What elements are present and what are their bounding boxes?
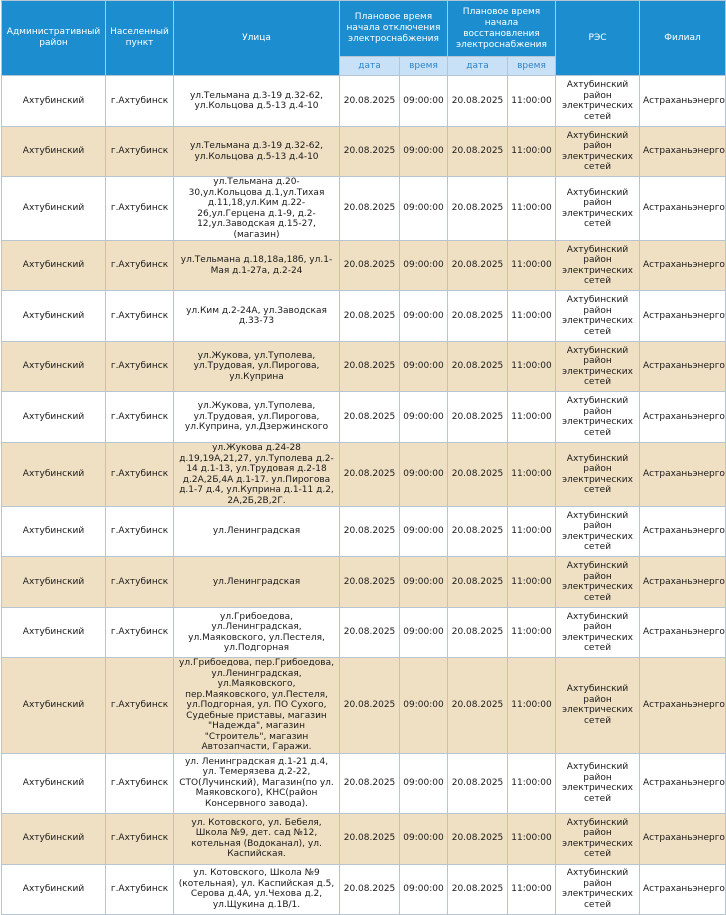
cell-street: ул. Ленинградская д.1-21 д.4, ул. Темерязева д.2-22, СТО(Лучинский), Магазин(по ул. Маяковского), КНС(район Консервного завода). bbox=[174, 753, 340, 813]
cell-off-date: 20.08.2025 bbox=[340, 443, 400, 507]
cell-street: ул.Грибоедова, пер.Грибоедова, ул.Ленинградская, ул.Маяковского, пер.Маяковского, ул.Пестеля, ул.Подгорная, ул. ПО Сухого, Судебные приставы, магазин "Надежда", магазин "Строитель", магазин Автозапчасти, Гаражи. bbox=[174, 658, 340, 754]
cell-off-date: 20.08.2025 bbox=[340, 753, 400, 813]
cell-off-time: 09:00:00 bbox=[400, 392, 448, 443]
cell-res: Ахтубинский район электрических сетей bbox=[556, 76, 640, 127]
subheader-off-time: время bbox=[400, 57, 448, 76]
cell-res: Ахтубинский район электрических сетей bbox=[556, 443, 640, 507]
subheader-on-date: дата bbox=[448, 57, 508, 76]
cell-off-date: 20.08.2025 bbox=[340, 658, 400, 754]
subheader-on-time: время bbox=[508, 57, 556, 76]
cell-branch: Астраханьэнерго bbox=[640, 241, 726, 291]
cell-res: Ахтубинский район электрических сетей bbox=[556, 557, 640, 608]
table-row bbox=[2, 557, 726, 608]
cell-off-time: 09:00:00 bbox=[400, 177, 448, 241]
table-row bbox=[2, 241, 726, 291]
cell-district: Ахтубинский bbox=[2, 443, 106, 507]
cell-off-date: 20.08.2025 bbox=[340, 557, 400, 608]
cell-res: Ахтубинский район электрических сетей bbox=[556, 177, 640, 241]
cell-settlement: г.Ахтубинск bbox=[106, 507, 174, 557]
table-row bbox=[2, 658, 726, 754]
cell-on-date: 20.08.2025 bbox=[448, 608, 508, 658]
table-row bbox=[2, 76, 726, 127]
cell-on-time: 11:00:00 bbox=[508, 127, 556, 177]
cell-branch: Астраханьэнерго bbox=[640, 753, 726, 813]
cell-district: Ахтубинский bbox=[2, 658, 106, 754]
cell-res: Ахтубинский район электрических сетей bbox=[556, 507, 640, 557]
cell-district: Ахтубинский bbox=[2, 507, 106, 557]
cell-on-date: 20.08.2025 bbox=[448, 443, 508, 507]
cell-on-time: 11:00:00 bbox=[508, 76, 556, 127]
cell-settlement: г.Ахтубинск bbox=[106, 76, 174, 127]
cell-on-date: 20.08.2025 bbox=[448, 177, 508, 241]
cell-on-time: 11:00:00 bbox=[508, 443, 556, 507]
cell-district: Ахтубинский bbox=[2, 76, 106, 127]
cell-on-time: 11:00:00 bbox=[508, 658, 556, 754]
cell-district: Ахтубинский bbox=[2, 291, 106, 342]
table-header-row bbox=[2, 1, 726, 57]
cell-res: Ахтубинский район электрических сетей bbox=[556, 127, 640, 177]
cell-off-date: 20.08.2025 bbox=[340, 127, 400, 177]
cell-street: ул.Жукова, ул.Туполева, ул.Трудовая, ул.Пирогова, ул.Куприна, ул.Дзержинского bbox=[174, 392, 340, 443]
header-district: Административный район bbox=[2, 1, 106, 76]
cell-district: Ахтубинский bbox=[2, 608, 106, 658]
cell-off-date: 20.08.2025 bbox=[340, 291, 400, 342]
cell-settlement: г.Ахтубинск bbox=[106, 658, 174, 754]
cell-on-date: 20.08.2025 bbox=[448, 76, 508, 127]
table-row bbox=[2, 392, 726, 443]
cell-street: ул.Тельмана д.3-19 д.32-62, ул.Кольцова д.5-13 д.4-10 bbox=[174, 127, 340, 177]
cell-on-time: 11:00:00 bbox=[508, 608, 556, 658]
cell-off-time: 09:00:00 bbox=[400, 507, 448, 557]
cell-on-time: 11:00:00 bbox=[508, 291, 556, 342]
cell-branch: Астраханьэнерго bbox=[640, 557, 726, 608]
cell-off-date: 20.08.2025 bbox=[340, 813, 400, 864]
cell-branch: Астраханьэнерго bbox=[640, 507, 726, 557]
cell-res: Ахтубинский район электрических сетей bbox=[556, 291, 640, 342]
cell-district: Ахтубинский bbox=[2, 241, 106, 291]
cell-on-time: 11:00:00 bbox=[508, 813, 556, 864]
cell-branch: Астраханьэнерго bbox=[640, 76, 726, 127]
cell-on-time: 11:00:00 bbox=[508, 557, 556, 608]
cell-off-date: 20.08.2025 bbox=[340, 342, 400, 392]
cell-off-time: 09:00:00 bbox=[400, 557, 448, 608]
cell-off-date: 20.08.2025 bbox=[340, 864, 400, 914]
cell-street: ул.Тельмана д.3-19 д.32-62, ул.Кольцова д.5-13 д.4-10 bbox=[174, 76, 340, 127]
cell-on-date: 20.08.2025 bbox=[448, 753, 508, 813]
table-row bbox=[2, 608, 726, 658]
cell-off-date: 20.08.2025 bbox=[340, 507, 400, 557]
cell-street: ул.Тельмана д.18,18а,18б, ул.1-Мая д.1-27а, д.2-24 bbox=[174, 241, 340, 291]
cell-res: Ахтубинский район электрических сетей bbox=[556, 608, 640, 658]
cell-settlement: г.Ахтубинск bbox=[106, 342, 174, 392]
table-row bbox=[2, 443, 726, 507]
cell-on-date: 20.08.2025 bbox=[448, 392, 508, 443]
cell-branch: Астраханьэнерго bbox=[640, 443, 726, 507]
cell-settlement: г.Ахтубинск bbox=[106, 392, 174, 443]
cell-off-date: 20.08.2025 bbox=[340, 241, 400, 291]
cell-on-time: 11:00:00 bbox=[508, 864, 556, 914]
cell-branch: Астраханьэнерго bbox=[640, 127, 726, 177]
cell-district: Ахтубинский bbox=[2, 753, 106, 813]
cell-settlement: г.Ахтубинск bbox=[106, 241, 174, 291]
cell-street: ул.Жукова, ул.Туполева, ул.Трудовая, ул.Пирогова, ул.Куприна bbox=[174, 342, 340, 392]
cell-on-time: 11:00:00 bbox=[508, 507, 556, 557]
cell-street: ул.Ленинградская bbox=[174, 557, 340, 608]
cell-off-time: 09:00:00 bbox=[400, 753, 448, 813]
table-row bbox=[2, 507, 726, 557]
cell-settlement: г.Ахтубинск bbox=[106, 813, 174, 864]
cell-branch: Астраханьэнерго bbox=[640, 608, 726, 658]
cell-street: ул. Котовского, Школа №9 (котельная), ул. Каспийская д.5, Серова д.4А, ул.Чехова д.2, ул.Щукина д.1В/1. bbox=[174, 864, 340, 914]
header-settlement: Населенный пункт bbox=[106, 1, 174, 76]
cell-settlement: г.Ахтубинск bbox=[106, 291, 174, 342]
cell-on-date: 20.08.2025 bbox=[448, 342, 508, 392]
cell-branch: Астраханьэнерго bbox=[640, 864, 726, 914]
cell-street: ул.Ленинградская bbox=[174, 507, 340, 557]
table-row bbox=[2, 342, 726, 392]
cell-branch: Астраханьэнерго bbox=[640, 342, 726, 392]
table-row bbox=[2, 177, 726, 241]
cell-on-time: 11:00:00 bbox=[508, 753, 556, 813]
cell-res: Ахтубинский район электрических сетей bbox=[556, 392, 640, 443]
cell-district: Ахтубинский bbox=[2, 392, 106, 443]
cell-settlement: г.Ахтубинск bbox=[106, 753, 174, 813]
cell-off-time: 09:00:00 bbox=[400, 608, 448, 658]
cell-district: Ахтубинский bbox=[2, 342, 106, 392]
cell-res: Ахтубинский район электрических сетей bbox=[556, 813, 640, 864]
cell-off-time: 09:00:00 bbox=[400, 342, 448, 392]
cell-branch: Астраханьэнерго bbox=[640, 392, 726, 443]
cell-off-time: 09:00:00 bbox=[400, 291, 448, 342]
cell-settlement: г.Ахтубинск bbox=[106, 608, 174, 658]
cell-settlement: г.Ахтубинск bbox=[106, 864, 174, 914]
cell-on-date: 20.08.2025 bbox=[448, 864, 508, 914]
cell-on-date: 20.08.2025 bbox=[448, 557, 508, 608]
cell-on-time: 11:00:00 bbox=[508, 342, 556, 392]
table-row bbox=[2, 813, 726, 864]
cell-off-time: 09:00:00 bbox=[400, 241, 448, 291]
table-row bbox=[2, 864, 726, 914]
cell-on-date: 20.08.2025 bbox=[448, 241, 508, 291]
cell-street: ул.Ким д.2-24А, ул.Заводская д.33-73 bbox=[174, 291, 340, 342]
cell-off-time: 09:00:00 bbox=[400, 813, 448, 864]
cell-street: ул.Тельмана д.20-30,ул.Кольцова д.1,ул.Тихая д.11,18,ул.Ким д.22-26,ул.Герцена д.1-9, д.2-12,ул.Заводская д.15-27, (магазин) bbox=[174, 177, 340, 241]
cell-res: Ахтубинский район электрических сетей bbox=[556, 241, 640, 291]
cell-street: ул. Котовского, ул. Бебеля, Школа №9, дет. сад №12, котельная (Водоканал), ул. Каспийская. bbox=[174, 813, 340, 864]
cell-branch: Астраханьэнерго bbox=[640, 813, 726, 864]
table-body bbox=[2, 76, 726, 915]
cell-on-date: 20.08.2025 bbox=[448, 291, 508, 342]
cell-res: Ахтубинский район электрических сетей bbox=[556, 342, 640, 392]
cell-district: Ахтубинский bbox=[2, 864, 106, 914]
table-row bbox=[2, 753, 726, 813]
cell-off-date: 20.08.2025 bbox=[340, 608, 400, 658]
cell-settlement: г.Ахтубинск bbox=[106, 443, 174, 507]
cell-settlement: г.Ахтубинск bbox=[106, 557, 174, 608]
cell-res: Ахтубинский район электрических сетей bbox=[556, 864, 640, 914]
cell-street: ул.Грибоедова, ул.Ленинградская, ул.Маяковского, ул.Пестеля, ул.Подгорная bbox=[174, 608, 340, 658]
cell-settlement: г.Ахтубинск bbox=[106, 127, 174, 177]
cell-off-time: 09:00:00 bbox=[400, 658, 448, 754]
outage-schedule-table bbox=[1, 0, 726, 915]
cell-res: Ахтубинский район электрических сетей bbox=[556, 658, 640, 754]
cell-off-date: 20.08.2025 bbox=[340, 177, 400, 241]
cell-res: Ахтубинский район электрических сетей bbox=[556, 753, 640, 813]
header-off-time: Плановое время начала отключения электроснабжения bbox=[340, 1, 448, 57]
cell-district: Ахтубинский bbox=[2, 177, 106, 241]
cell-on-date: 20.08.2025 bbox=[448, 813, 508, 864]
cell-branch: Астраханьэнерго bbox=[640, 291, 726, 342]
cell-on-time: 11:00:00 bbox=[508, 392, 556, 443]
header-branch: Филиал bbox=[640, 1, 726, 76]
cell-off-time: 09:00:00 bbox=[400, 76, 448, 127]
cell-on-date: 20.08.2025 bbox=[448, 658, 508, 754]
cell-off-time: 09:00:00 bbox=[400, 864, 448, 914]
cell-district: Ахтубинский bbox=[2, 127, 106, 177]
cell-off-date: 20.08.2025 bbox=[340, 76, 400, 127]
cell-off-date: 20.08.2025 bbox=[340, 392, 400, 443]
cell-on-date: 20.08.2025 bbox=[448, 507, 508, 557]
table-row bbox=[2, 127, 726, 177]
subheader-off-date: дата bbox=[340, 57, 400, 76]
cell-district: Ахтубинский bbox=[2, 557, 106, 608]
cell-settlement: г.Ахтубинск bbox=[106, 177, 174, 241]
cell-branch: Астраханьэнерго bbox=[640, 177, 726, 241]
cell-branch: Астраханьэнерго bbox=[640, 658, 726, 754]
cell-on-time: 11:00:00 bbox=[508, 177, 556, 241]
cell-on-time: 11:00:00 bbox=[508, 241, 556, 291]
cell-on-date: 20.08.2025 bbox=[448, 127, 508, 177]
header-restore-time: Плановое время начала восстановления электроснабжения bbox=[448, 1, 556, 57]
cell-street: ул.Жукова д.24-28 д.19,19А,21,27, ул.Туполева д.2-14 д.1-13, ул.Трудовая д.2-18 д.2А,2Б,4А д.1-17. ул.Пирогова д.1-7 д.4, ул.Куприна д.1-11 д.2, 2А,2Б,2В,2Г. bbox=[174, 443, 340, 507]
header-res: РЭС bbox=[556, 1, 640, 76]
cell-off-time: 09:00:00 bbox=[400, 127, 448, 177]
cell-off-time: 09:00:00 bbox=[400, 443, 448, 507]
table-row bbox=[2, 291, 726, 342]
cell-district: Ахтубинский bbox=[2, 813, 106, 864]
header-street: Улица bbox=[174, 1, 340, 76]
